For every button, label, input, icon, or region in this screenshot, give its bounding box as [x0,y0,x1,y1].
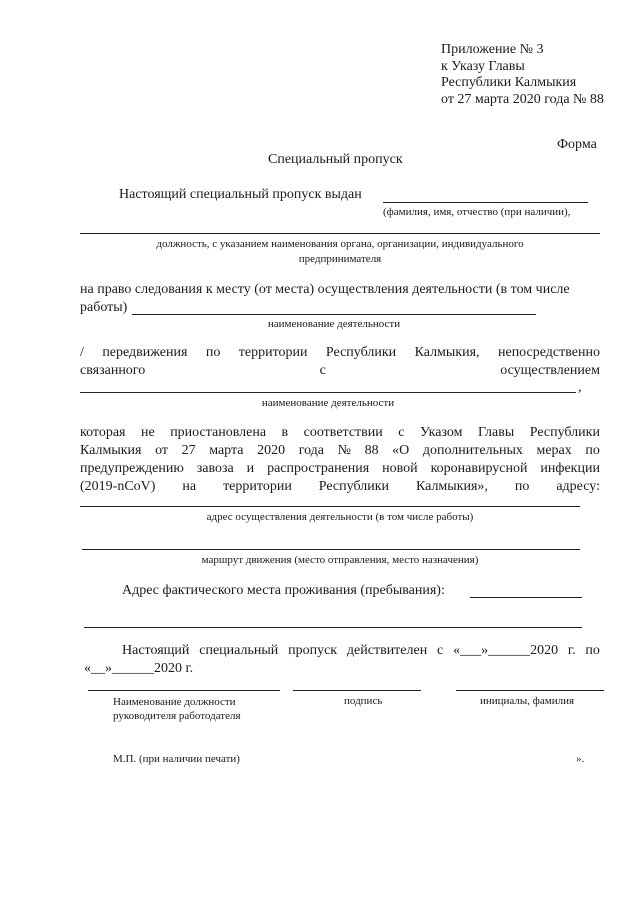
word: № [337,443,351,458]
word: передвижения [102,345,188,360]
word: Калмыкия [80,443,142,458]
word: на [182,479,197,494]
appendix-header [441,42,604,108]
word: от [155,443,169,458]
word: коронавирусной [430,461,528,476]
word: адресу: [556,479,600,494]
word: территории [223,479,292,494]
page-title: Специальный пропуск [268,152,403,167]
residence-fill-line-2[interactable] [84,627,582,628]
word: 88 [364,443,379,458]
word: Настоящий [122,643,190,658]
word: года [298,443,325,458]
initials-caption: инициалы, фамилия [480,695,575,707]
word: пропуск [288,643,338,658]
word: (2019-nCoV) [80,479,156,494]
decree-line-4 [80,479,600,495]
position-fill-line[interactable] [80,233,600,234]
word: в [281,425,289,440]
word: предупреждению [80,461,184,476]
signature-position-caption [113,695,241,723]
word: непосредственно [497,345,600,360]
issued-text: Настоящий специальный пропуск выдан [119,187,362,202]
word: марта [209,443,244,458]
activity-caption-1: наименование деятельности [267,318,401,330]
word: «___»______2020 [453,643,559,658]
appendix-line: Приложение № 3 [441,42,544,57]
word: дополнительных [422,443,523,458]
comma: , [578,380,582,395]
word: не [140,425,155,440]
appendix-line: Республики Калмыкия [441,75,577,90]
movement-line-1 [80,345,600,361]
appendix-line: от 27 марта 2020 года № 88 [441,91,604,107]
route-fill-line[interactable] [82,549,580,550]
word: Калмыкия, [414,345,480,360]
position-caption-line: предпринимателя [298,253,382,265]
validity-line-1 [122,643,600,659]
word: с [437,643,444,658]
signature-position-line: руководителя работодателя [113,710,241,722]
route-caption: маршрут движения (место отправления, место назначения) [201,554,479,566]
word: Республики [325,345,397,360]
decree-line-3 [80,461,600,477]
word: инфекции [540,461,600,476]
closing-quote: ». [576,753,585,765]
word: завоза [196,461,234,476]
word: Республики [318,479,389,494]
word: по [514,479,530,494]
stamp-note: М.П. (при наличии печати) [113,753,240,765]
word: осуществлением [500,363,600,378]
residence-text: Адрес фактического места проживания (пребывания): [122,583,445,598]
residence-fill-line-1[interactable] [470,597,582,598]
signature-line[interactable] [293,690,421,691]
decree-line-2 [80,443,600,459]
word: г. [567,643,576,658]
word: по [205,345,221,360]
position-caption [80,238,600,266]
activity-fill-line-1[interactable] [132,314,536,315]
word: мерах [536,443,572,458]
word: приостановлена [170,425,267,440]
word: территории [238,345,308,360]
word: специальный [199,643,279,658]
form-label: Форма [557,137,597,152]
word: распространения [267,461,370,476]
word: Главы [477,425,515,440]
position-caption-line: должность, с указанием наименования органа, организации, индивидуального [156,238,524,250]
word: по [585,643,600,658]
movement-line-2 [80,363,600,379]
word: Республики [529,425,600,440]
word: 27 [181,443,196,458]
word: связанного [80,363,146,378]
word: Указом [419,425,463,440]
word: с [398,425,405,440]
right-line-2-prefix: работы) [80,300,128,315]
appendix-line: к Указу Главы [441,58,525,74]
word: с [319,363,326,378]
word: 2020 [257,443,286,458]
word: по [585,443,600,458]
activity-caption-2: наименование деятельности [261,397,395,409]
word: новой [382,461,418,476]
validity-line-2: «__»______2020 г. [84,661,194,676]
decree-line-1 [80,425,600,441]
activity-fill-line-2[interactable] [80,392,576,393]
right-line-1: на право следования к месту (от места) осуществления деятельности (в том числе [80,282,570,297]
word: и [246,461,255,476]
address-fill-line[interactable] [80,506,580,507]
word: которая [80,425,126,440]
signature-caption: подпись [344,695,383,707]
word: Калмыкия», [415,479,488,494]
word: / [80,345,84,360]
word: соответствии [303,425,383,440]
initials-signature-line[interactable] [456,690,604,691]
address-caption: адрес осуществления деятельности (в том числе работы) [206,511,474,523]
fio-fill-line[interactable] [383,202,588,203]
word: действителен [346,643,428,658]
fio-caption: (фамилия, имя, отчество (при наличии), [383,206,571,218]
position-signature-line[interactable] [88,690,280,691]
signature-position-line: Наименование должности [113,696,236,708]
word: «О [392,443,410,458]
